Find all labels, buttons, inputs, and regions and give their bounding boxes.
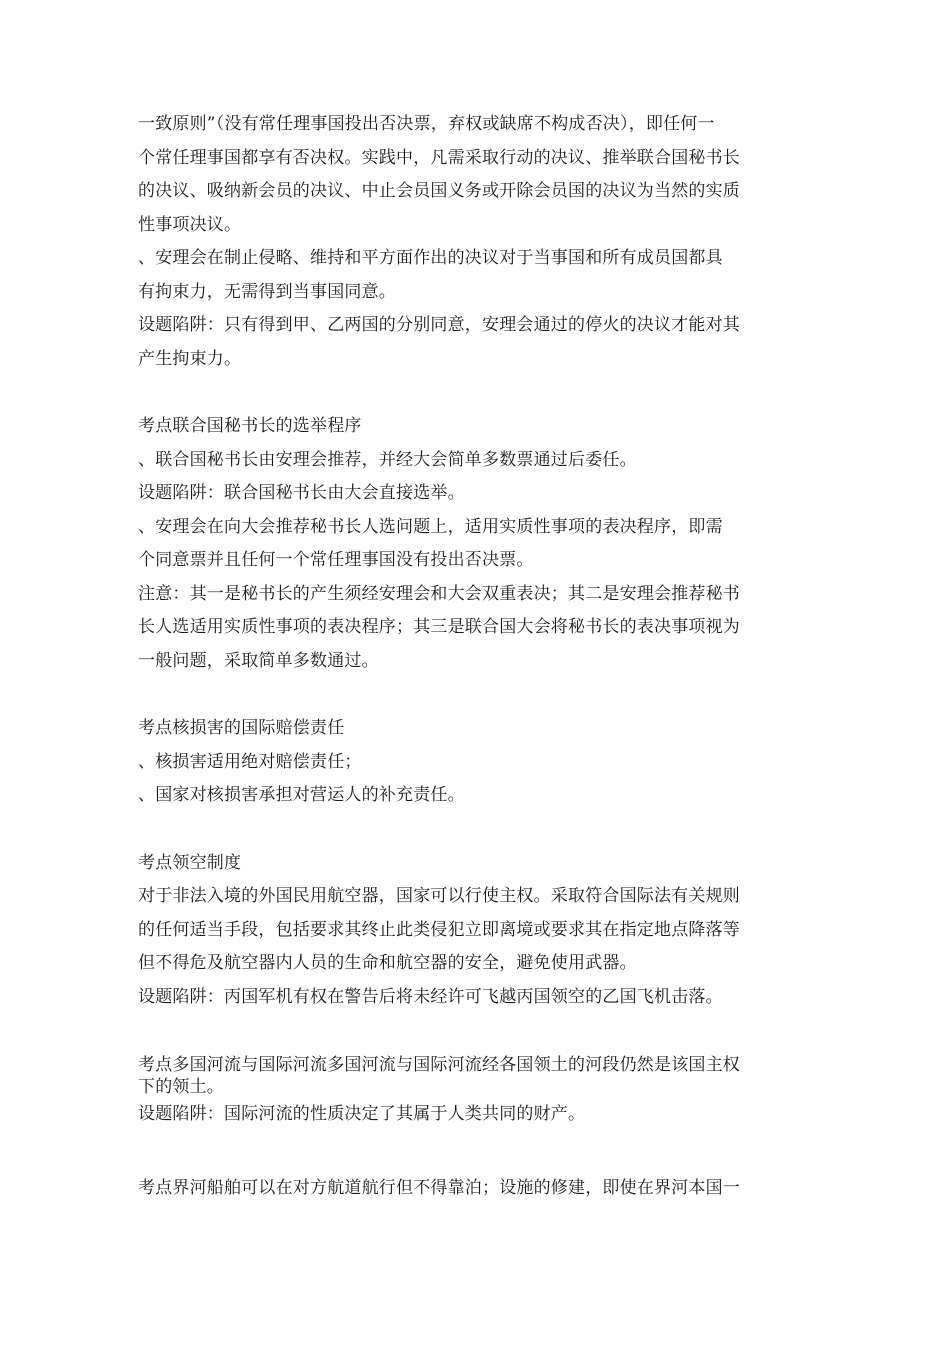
- text-line: 、国家对核损害承担对营运人的补充责任。: [138, 785, 465, 805]
- section-heading: 考点多国河流与国际河流多国河流与国际河流经各国领土的河段仍然是该国主权: [138, 1055, 740, 1075]
- document-body: [138, 108, 818, 1205]
- text-line: 、核损害适用绝对赔偿责任；: [138, 751, 362, 772]
- section-heading: 考点领空制度: [138, 852, 242, 873]
- text-line: 设题陷阱：联合国秘书长由大会直接选举。: [138, 483, 465, 503]
- text-line: 产生拘束力。: [138, 348, 242, 369]
- section-heading: 考点核损害的国际赔偿责任: [138, 718, 345, 738]
- text-line: 注意：其一是秘书长的产生须经安理会和大会双重表决；其二是安理会推荐秘书: [138, 583, 740, 604]
- text-line: 个常任理事国都享有否决权。实践中，凡需采取行动的决议、推举联合国秘书长: [138, 147, 740, 168]
- text-line: 有拘束力，无需得到当事国同意。: [138, 281, 396, 302]
- text-line: 、安理会在制止侵略、维持和平方面作出的决议对于当事国和所有成员国都具: [138, 248, 723, 268]
- text-line: 、安理会在向大会推荐秘书长人选问题上，适用实质性事项的表决程序，即需: [138, 516, 723, 537]
- text-line: 性事项决议。: [138, 214, 242, 235]
- text-line: 下的领土。: [138, 1077, 224, 1097]
- text-line: 设题陷阱：只有得到甲、乙两国的分别同意，安理会通过的停火的决议才能对其: [138, 315, 740, 335]
- text-line: 个同意票并且任何一个常任理事国没有投出否决票。: [138, 550, 534, 570]
- text-line: 设题陷阱：丙国军机有权在警告后将未经许可飞越丙国领空的乙国飞机击落。: [138, 986, 723, 1007]
- section-heading: 考点联合国秘书长的选举程序: [138, 416, 362, 436]
- text-line: 一般问题，采取简单多数通过。: [138, 650, 379, 671]
- text-line: 的任何适当手段，包括要求其终止此类侵犯立即离境或要求其在指定地点降落等: [138, 919, 740, 940]
- text-line: 长人选适用实质性事项的表决程序；其三是联合国大会将秘书长的表决事项视为: [138, 617, 740, 637]
- text-line: 但不得危及航空器内人员的生命和航空器的安全，避免使用武器。: [138, 953, 637, 973]
- text-line: 设题陷阱：国际河流的性质决定了其属于人类共同的财产。: [138, 1104, 586, 1124]
- text-line: 对于非法入境的外国民用航空器，国家可以行使主权。采取符合国际法有关规则: [138, 886, 740, 906]
- section-heading: 考点界河船舶可以在对方航道航行但不得靠泊；设施的修建，即使在界河本国一: [138, 1177, 740, 1198]
- text-line: 、联合国秘书长由安理会推荐，并经大会简单多数票通过后委任。: [138, 449, 637, 470]
- text-line: 的决议、吸纳新会员的决议、中止会员国义务或开除会员国的决议为当然的实质: [138, 181, 740, 201]
- text-line: 一致原则”（没有常任理事国投出否决票，弃权或缺席不构成否决），即任何一: [138, 114, 715, 134]
